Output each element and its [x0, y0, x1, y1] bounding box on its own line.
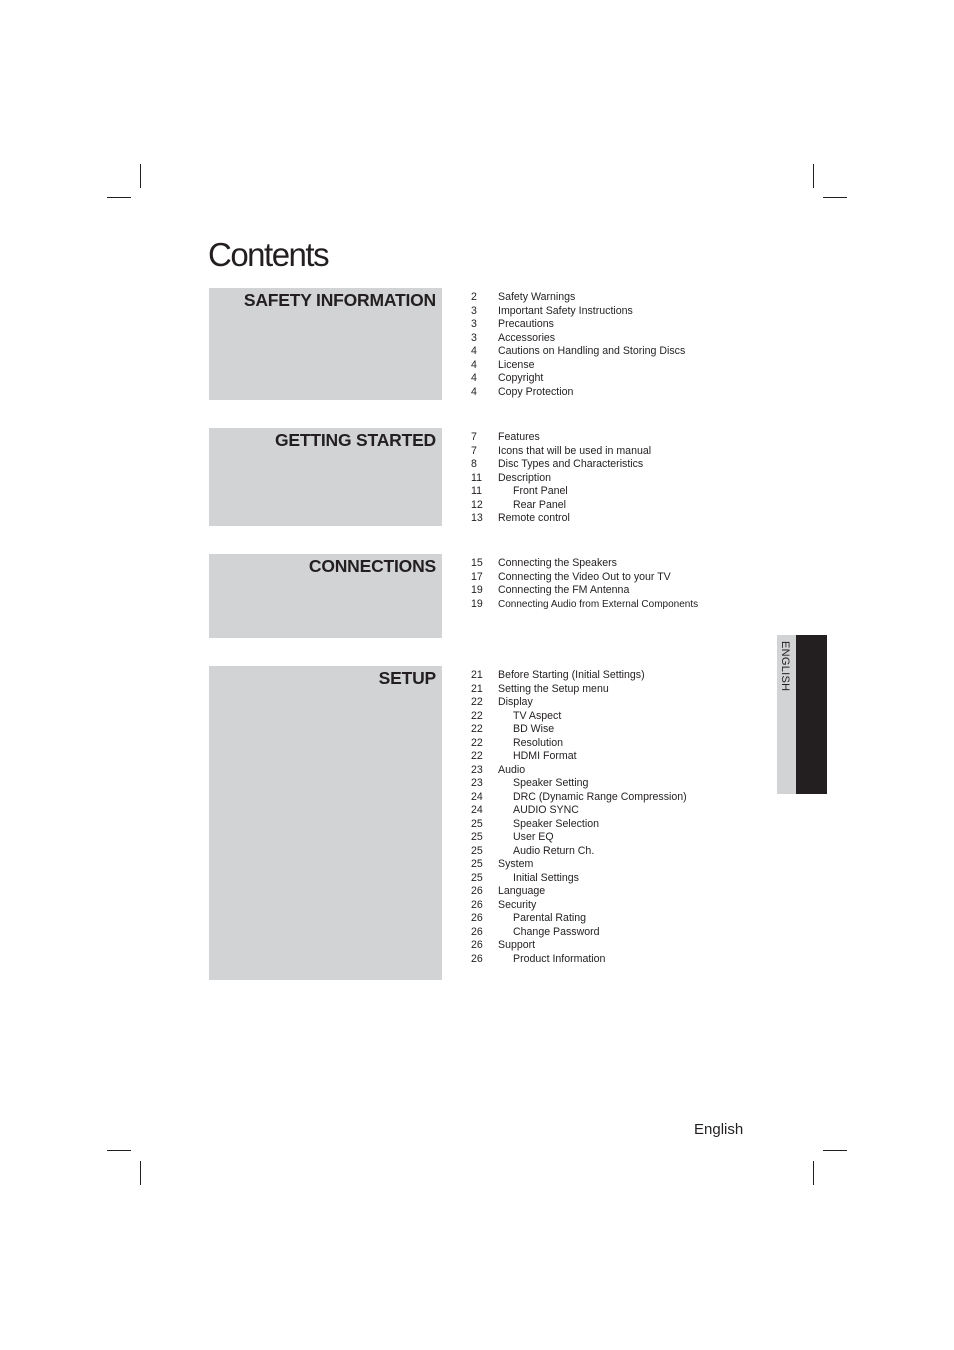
toc-page-number: 12 [471, 498, 483, 511]
section-setup [209, 666, 442, 980]
toc-entry-label: User EQ [513, 831, 554, 843]
toc-page-number: 11 [471, 471, 482, 484]
toc-entry-label: License [498, 358, 535, 371]
toc-entry-label: Audio [498, 763, 526, 776]
toc-entry-label: Display [498, 696, 533, 708]
toc-entry [471, 791, 771, 805]
toc-entry [471, 571, 771, 585]
toc-entry [471, 472, 771, 486]
toc-page-number: 17 [471, 570, 483, 583]
section-heading: SETUP [378, 668, 436, 688]
footer-language: English [694, 1121, 744, 1138]
section-heading: CONNECTIONS [308, 556, 436, 576]
toc-entry-label: Connecting the FM Antenna [498, 584, 630, 596]
toc-entry-label: Features [498, 431, 540, 443]
toc-entry [471, 332, 771, 346]
toc-entry-label: Front Panel [513, 485, 568, 497]
toc-entry [471, 750, 771, 764]
crop-mark [107, 197, 131, 198]
toc-page-number: 4 [471, 385, 477, 398]
section-connections [209, 554, 442, 638]
toc-entry [471, 372, 771, 386]
toc-page-number: 25 [471, 871, 483, 884]
toc-entry-label: Description [498, 471, 551, 484]
toc-list-safety-information [471, 291, 771, 399]
toc-entry [471, 291, 771, 305]
toc-list-setup [471, 669, 771, 966]
toc-page-number: 23 [471, 763, 483, 776]
toc-entry [471, 512, 771, 526]
toc-page-number: 11 [471, 485, 482, 497]
language-tab-marker [796, 635, 827, 794]
toc-page-number: 21 [471, 682, 483, 695]
toc-page-number: 23 [471, 777, 483, 789]
toc-page-number: 25 [471, 844, 483, 857]
toc-page-number: 25 [471, 817, 483, 830]
toc-entry-label: Parental Rating [513, 912, 587, 924]
toc-entry [471, 845, 771, 859]
toc-entry [471, 926, 771, 940]
toc-page-number: 7 [471, 444, 477, 457]
toc-list-getting-started [471, 431, 771, 526]
toc-entry-label: Setting the Setup menu [498, 682, 609, 695]
toc-entry-label: Icons that will be used in manual [498, 444, 652, 457]
toc-page-number: 2 [471, 291, 477, 303]
toc-entry [471, 764, 771, 778]
toc-entry [471, 305, 771, 319]
toc-entry [471, 683, 771, 697]
toc-entry-label: System [498, 858, 534, 870]
toc-entry-label: Important Safety Instructions [498, 304, 633, 317]
toc-entry-label: Audio Return Ch. [513, 844, 595, 857]
toc-page-number: 13 [471, 512, 483, 524]
toc-entry-label: Cautions on Handling and Storing Discs [498, 345, 686, 357]
toc-page-number: 19 [471, 584, 483, 596]
toc-entry-label: Speaker Selection [513, 817, 599, 830]
toc-entry [471, 485, 771, 499]
toc-page-number: 22 [471, 696, 483, 708]
toc-page-number: 26 [471, 912, 483, 924]
toc-entry [471, 598, 771, 612]
toc-entry-label: BD Wise [513, 723, 555, 735]
toc-entry-label: Speaker Setting [513, 777, 589, 789]
language-tab-label: ENGLISH [779, 641, 791, 692]
toc-entry-label: TV Aspect [513, 709, 562, 722]
crop-mark [107, 1150, 131, 1151]
crop-mark [813, 164, 814, 188]
toc-entry-label: Language [498, 885, 546, 897]
toc-entry-label: Connecting the Video Out to your TV [498, 570, 671, 583]
toc-entry [471, 431, 771, 445]
toc-entry [471, 831, 771, 845]
toc-page-number: 4 [471, 358, 477, 371]
toc-page-number: 24 [471, 804, 483, 816]
toc-entry-label: Copy Protection [498, 385, 574, 398]
crop-mark [823, 197, 847, 198]
toc-entry-label: Security [498, 898, 537, 911]
crop-mark [813, 1161, 814, 1185]
crop-mark [140, 1161, 141, 1185]
toc-page-number: 25 [471, 831, 483, 843]
toc-entry [471, 777, 771, 791]
toc-page-number: 4 [471, 345, 477, 357]
toc-entry [471, 318, 771, 332]
toc-page-number: 26 [471, 952, 483, 965]
toc-entry [471, 445, 771, 459]
toc-page-number: 3 [471, 304, 477, 317]
toc-entry [471, 899, 771, 913]
toc-entry-label: Before Starting (Initial Settings) [498, 669, 645, 681]
toc-entry-label: Accessories [498, 331, 556, 344]
toc-entry [471, 804, 771, 818]
toc-page-number: 25 [471, 858, 483, 870]
toc-page-number: 22 [471, 709, 483, 722]
toc-page-number: 7 [471, 431, 477, 443]
toc-entry [471, 669, 771, 683]
toc-page-number: 26 [471, 885, 483, 897]
toc-page-number: 22 [471, 723, 483, 735]
toc-page-number: 8 [471, 458, 477, 470]
toc-entry-label: DRC (Dynamic Range Compression) [513, 790, 687, 803]
toc-entry [471, 696, 771, 710]
toc-entry-label: Initial Settings [513, 871, 579, 884]
toc-entry [471, 885, 771, 899]
toc-entry [471, 458, 771, 472]
toc-entry [471, 912, 771, 926]
toc-page-number: 22 [471, 750, 483, 762]
toc-entry [471, 858, 771, 872]
toc-entry-label: Product Information [513, 952, 606, 965]
section-getting-started [209, 428, 442, 526]
toc-page-number: 3 [471, 331, 477, 344]
toc-entry-label: Connecting the Speakers [498, 557, 617, 569]
toc-list-connections [471, 557, 771, 611]
toc-entry [471, 584, 771, 598]
toc-entry [471, 710, 771, 724]
toc-entry-label: Connecting Audio from External Components [498, 598, 699, 610]
toc-page-number: 26 [471, 925, 483, 938]
toc-page-number: 19 [471, 597, 483, 610]
toc-entry-label: Change Password [513, 925, 600, 938]
toc-page-number: 3 [471, 318, 477, 330]
toc-entry [471, 723, 771, 737]
section-heading: SAFETY INFORMATION [243, 290, 436, 310]
toc-entry [471, 359, 771, 373]
section-heading: GETTING STARTED [275, 430, 436, 450]
toc-page-number: 26 [471, 898, 483, 911]
toc-page-number: 24 [471, 790, 483, 803]
toc-page-number: 22 [471, 736, 483, 749]
toc-entry-label: AUDIO SYNC [513, 804, 579, 816]
toc-entry-label: Support [498, 939, 536, 951]
toc-page-number: 26 [471, 939, 483, 951]
toc-entry-label: HDMI Format [513, 750, 577, 762]
toc-entry-label: Precautions [498, 318, 554, 330]
toc-entry [471, 557, 771, 571]
toc-entry [471, 818, 771, 832]
toc-page-number: 21 [471, 669, 483, 681]
toc-entry-label: Safety Warnings [498, 291, 576, 303]
toc-entry-label: Remote control [498, 512, 570, 524]
crop-mark [140, 164, 141, 188]
toc-entry [471, 345, 771, 359]
toc-entry [471, 386, 771, 400]
crop-mark [823, 1150, 847, 1151]
section-safety-information [209, 288, 442, 400]
toc-entry-label: Copyright [498, 372, 544, 384]
toc-entry-label: Resolution [513, 736, 564, 749]
page-title: Contents [208, 236, 329, 273]
toc-entry [471, 872, 771, 886]
toc-entry [471, 953, 771, 967]
toc-page-number: 4 [471, 372, 477, 384]
toc-entry-label: Disc Types and Characteristics [498, 458, 644, 470]
toc-entry [471, 737, 771, 751]
toc-entry-label: Rear Panel [513, 498, 566, 511]
toc-page-number: 15 [471, 557, 483, 569]
toc-entry [471, 499, 771, 513]
toc-entry [471, 939, 771, 953]
